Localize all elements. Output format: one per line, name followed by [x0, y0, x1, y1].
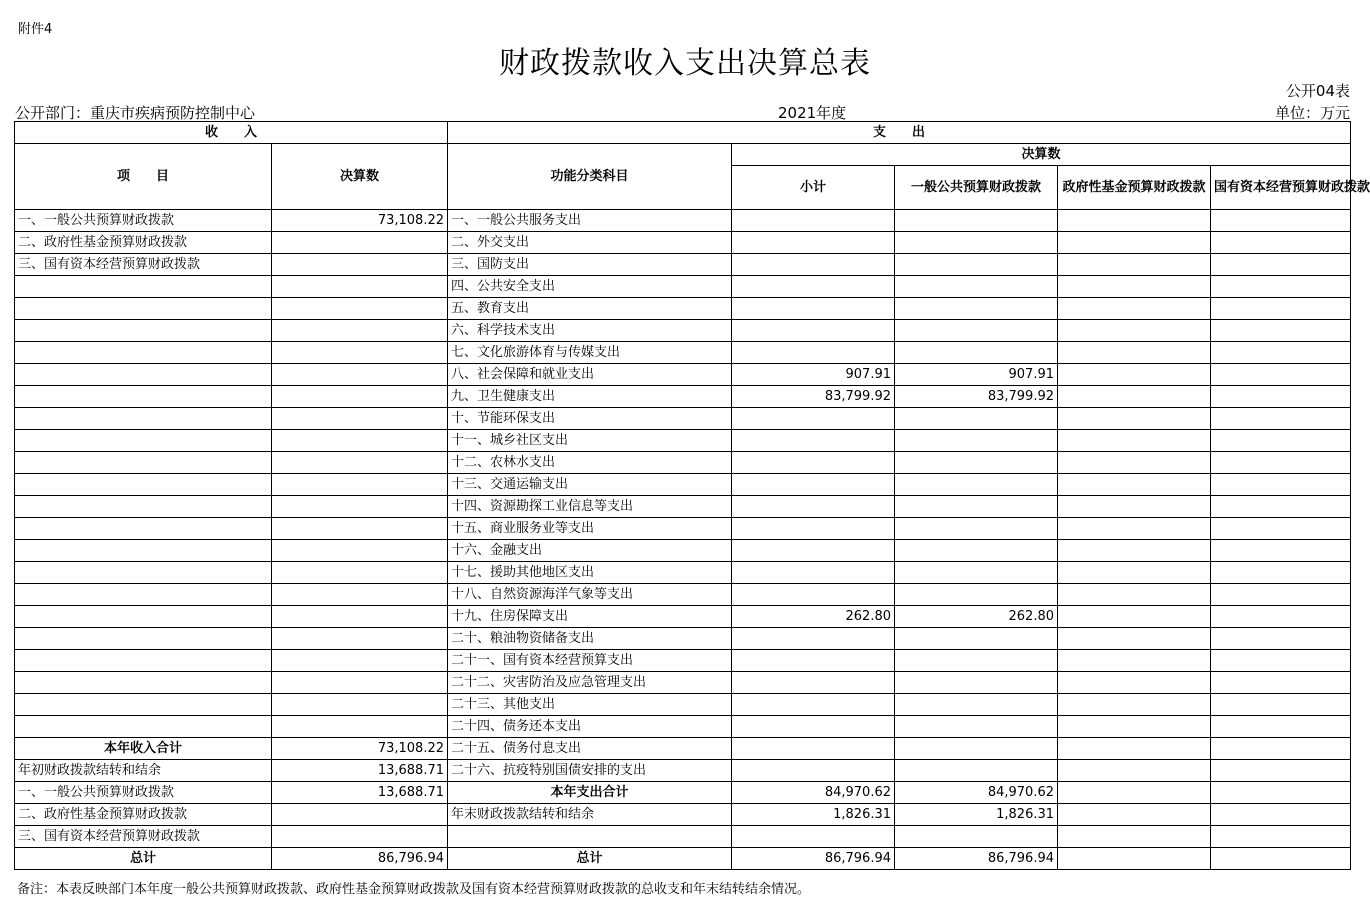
gov-fund-cell: [1058, 232, 1211, 254]
general-budget-header: 一般公共预算财政拨款: [895, 166, 1058, 210]
income-item-cell: [15, 540, 272, 562]
income-amount-cell: [272, 804, 448, 826]
income-item-cell: 一、一般公共预算财政拨款: [15, 210, 272, 232]
income-item-cell: [15, 584, 272, 606]
subtotal-cell: [732, 254, 895, 276]
expense-item-cell: 十四、资源勘探工业信息等支出: [448, 496, 732, 518]
subtotal-cell: [732, 826, 895, 848]
income-item-cell: [15, 298, 272, 320]
subtotal-cell: [732, 496, 895, 518]
income-header: 收 入: [15, 122, 448, 144]
income-amount-cell: [272, 496, 448, 518]
unit-label: 单位：万元: [1274, 104, 1350, 122]
general-budget-cell: [895, 474, 1058, 496]
expense-item-cell: 四、公共安全支出: [448, 276, 732, 298]
subtotal-cell: [732, 298, 895, 320]
general-budget-cell: [895, 276, 1058, 298]
income-amount-cell: [272, 628, 448, 650]
subtotal-cell: [732, 628, 895, 650]
subtotal-cell: [732, 320, 895, 342]
expense-item-cell: [448, 826, 732, 848]
attachment-label: 附件4: [18, 22, 53, 37]
table-row: [15, 496, 1351, 518]
category-header: 功能分类科目: [448, 144, 732, 210]
subtotal-cell: 907.91: [732, 364, 895, 386]
income-item-cell: [15, 276, 272, 298]
state-capital-cell: [1211, 276, 1351, 298]
state-capital-cell: [1211, 650, 1351, 672]
income-item-cell: [15, 474, 272, 496]
gov-fund-cell: [1058, 804, 1211, 826]
gov-fund-header: 政府性基金预算财政拨款: [1058, 166, 1211, 210]
table-row: [15, 518, 1351, 540]
expense-item-cell: 十五、商业服务业等支出: [448, 518, 732, 540]
general-budget-cell: [895, 540, 1058, 562]
state-capital-cell: [1211, 320, 1351, 342]
gov-fund-cell: [1058, 694, 1211, 716]
general-budget-cell: 86,796.94: [895, 848, 1058, 870]
state-capital-cell: [1211, 452, 1351, 474]
income-amount-cell: 73,108.22: [272, 210, 448, 232]
income-item-cell: 二、政府性基金预算财政拨款: [15, 232, 272, 254]
gov-fund-cell: [1058, 386, 1211, 408]
expense-item-cell: 十、节能环保支出: [448, 408, 732, 430]
page-title: 财政拨款收入支出决算总表: [499, 46, 871, 81]
general-budget-cell: [895, 826, 1058, 848]
state-capital-cell: [1211, 232, 1351, 254]
table-row: [15, 848, 1351, 870]
expense-header: 支 出: [448, 122, 1351, 144]
income-item-cell: [15, 430, 272, 452]
state-capital-cell: [1211, 562, 1351, 584]
gov-fund-cell: [1058, 848, 1211, 870]
table-row: [15, 210, 1351, 232]
expense-item-cell: 十三、交通运输支出: [448, 474, 732, 496]
general-budget-cell: [895, 738, 1058, 760]
subtotal-cell: [732, 276, 895, 298]
expense-item-cell: 年末财政拨款结转和结余: [448, 804, 732, 826]
income-amount-cell: [272, 562, 448, 584]
state-capital-cell: [1211, 298, 1351, 320]
gov-fund-cell: [1058, 342, 1211, 364]
gov-fund-cell: [1058, 408, 1211, 430]
table-row: [15, 342, 1351, 364]
general-budget-cell: [895, 518, 1058, 540]
income-item-cell: 三、国有资本经营预算财政拨款: [15, 254, 272, 276]
table-row: [15, 276, 1351, 298]
income-item-cell: [15, 694, 272, 716]
income-item-cell: [15, 716, 272, 738]
income-amount-cell: [272, 452, 448, 474]
income-amount-cell: [272, 342, 448, 364]
state-capital-cell: [1211, 782, 1351, 804]
income-amount-cell: [272, 540, 448, 562]
subtotal-cell: [732, 650, 895, 672]
table-row: [15, 540, 1351, 562]
gov-fund-cell: [1058, 606, 1211, 628]
income-amount-cell: [272, 518, 448, 540]
subtotal-cell: [732, 408, 895, 430]
gov-fund-cell: [1058, 562, 1211, 584]
general-budget-cell: [895, 694, 1058, 716]
gov-fund-cell: [1058, 364, 1211, 386]
state-capital-header: 国有资本经营预算财政拨款: [1211, 166, 1351, 210]
state-capital-cell: [1211, 342, 1351, 364]
table-row: [15, 826, 1351, 848]
expense-item-cell: 二、外交支出: [448, 232, 732, 254]
gov-fund-cell: [1058, 474, 1211, 496]
subtotal-cell: 1,826.31: [732, 804, 895, 826]
subtotal-cell: [732, 430, 895, 452]
table-row: [15, 430, 1351, 452]
expense-item-cell: 二十四、债务还本支出: [448, 716, 732, 738]
table-row: [15, 694, 1351, 716]
expense-item-cell: 本年支出合计: [448, 782, 732, 804]
income-amount-cell: [272, 826, 448, 848]
income-item-cell: [15, 452, 272, 474]
expense-item-cell: 二十一、国有资本经营预算支出: [448, 650, 732, 672]
gov-fund-cell: [1058, 540, 1211, 562]
general-budget-cell: 262.80: [895, 606, 1058, 628]
general-budget-cell: 83,799.92: [895, 386, 1058, 408]
income-amount-cell: [272, 232, 448, 254]
table-row: [15, 628, 1351, 650]
state-capital-cell: [1211, 694, 1351, 716]
table-row: [15, 254, 1351, 276]
income-amount-cell: [272, 320, 448, 342]
gov-fund-cell: [1058, 628, 1211, 650]
state-capital-cell: [1211, 386, 1351, 408]
table-row: [15, 320, 1351, 342]
general-budget-cell: 907.91: [895, 364, 1058, 386]
subtotal-cell: 83,799.92: [732, 386, 895, 408]
expense-item-cell: 二十三、其他支出: [448, 694, 732, 716]
gov-fund-cell: [1058, 760, 1211, 782]
income-item-cell: [15, 386, 272, 408]
general-budget-cell: 84,970.62: [895, 782, 1058, 804]
general-budget-cell: [895, 408, 1058, 430]
income-item-cell: 年初财政拨款结转和结余: [15, 760, 272, 782]
final-group-header: 决算数: [732, 144, 1351, 166]
income-item-cell: 总计: [15, 848, 272, 870]
table-row: [15, 606, 1351, 628]
state-capital-cell: [1211, 496, 1351, 518]
budget-table: [14, 121, 1370, 870]
table-row: [15, 738, 1351, 760]
table-row: [15, 782, 1351, 804]
general-budget-cell: [895, 716, 1058, 738]
general-budget-cell: [895, 430, 1058, 452]
subtotal-cell: [732, 342, 895, 364]
table-row: [15, 716, 1351, 738]
table-row: [15, 760, 1351, 782]
general-budget-cell: [895, 254, 1058, 276]
subtotal-cell: [732, 474, 895, 496]
income-item-cell: [15, 364, 272, 386]
item-header: 项 目: [15, 144, 272, 210]
gov-fund-cell: [1058, 320, 1211, 342]
subtotal-cell: [732, 760, 895, 782]
expense-item-cell: 二十二、灾害防治及应急管理支出: [448, 672, 732, 694]
subtotal-cell: 84,970.62: [732, 782, 895, 804]
gov-fund-cell: [1058, 210, 1211, 232]
expense-item-cell: 九、卫生健康支出: [448, 386, 732, 408]
income-item-cell: [15, 650, 272, 672]
general-budget-cell: [895, 452, 1058, 474]
state-capital-cell: [1211, 826, 1351, 848]
expense-item-cell: 十一、城乡社区支出: [448, 430, 732, 452]
subtotal-cell: [732, 232, 895, 254]
income-amount-cell: [272, 650, 448, 672]
state-capital-cell: [1211, 760, 1351, 782]
state-capital-cell: [1211, 804, 1351, 826]
income-amount-cell: [272, 276, 448, 298]
gov-fund-cell: [1058, 584, 1211, 606]
income-item-cell: [15, 628, 272, 650]
income-amount-cell: [272, 672, 448, 694]
table-row: [15, 474, 1351, 496]
income-amount-cell: [272, 716, 448, 738]
state-capital-cell: [1211, 540, 1351, 562]
gov-fund-cell: [1058, 496, 1211, 518]
income-item-cell: [15, 496, 272, 518]
subtotal-cell: 86,796.94: [732, 848, 895, 870]
income-amount-cell: [272, 298, 448, 320]
state-capital-cell: [1211, 518, 1351, 540]
table-row: [15, 232, 1351, 254]
general-budget-cell: [895, 320, 1058, 342]
state-capital-cell: [1211, 628, 1351, 650]
income-item-cell: [15, 342, 272, 364]
state-capital-cell: [1211, 474, 1351, 496]
income-amount-cell: [272, 694, 448, 716]
general-budget-cell: [895, 562, 1058, 584]
subtotal-cell: [732, 716, 895, 738]
table-row: [15, 386, 1351, 408]
income-item-cell: 一、一般公共预算财政拨款: [15, 782, 272, 804]
income-item-cell: [15, 606, 272, 628]
subtotal-cell: [732, 738, 895, 760]
gov-fund-cell: [1058, 738, 1211, 760]
state-capital-cell: [1211, 430, 1351, 452]
state-capital-cell: [1211, 210, 1351, 232]
subtotal-cell: [732, 562, 895, 584]
gov-fund-cell: [1058, 650, 1211, 672]
expense-item-cell: 二十五、债务付息支出: [448, 738, 732, 760]
subtotal-cell: [732, 540, 895, 562]
gov-fund-cell: [1058, 254, 1211, 276]
general-budget-cell: [895, 298, 1058, 320]
expense-item-cell: 五、教育支出: [448, 298, 732, 320]
fiscal-year: 2021年度: [778, 104, 847, 122]
subtotal-cell: [732, 672, 895, 694]
subtotal-cell: [732, 210, 895, 232]
gov-fund-cell: [1058, 782, 1211, 804]
expense-item-cell: 六、科学技术支出: [448, 320, 732, 342]
general-budget-cell: [895, 650, 1058, 672]
expense-item-cell: 十八、自然资源海洋气象等支出: [448, 584, 732, 606]
table-row: [15, 804, 1351, 826]
subtotal-cell: [732, 518, 895, 540]
general-budget-cell: [895, 672, 1058, 694]
expense-item-cell: 二十、粮油物资储备支出: [448, 628, 732, 650]
income-item-cell: [15, 672, 272, 694]
expense-item-cell: 十六、金融支出: [448, 540, 732, 562]
gov-fund-cell: [1058, 276, 1211, 298]
subtotal-cell: [732, 452, 895, 474]
gov-fund-cell: [1058, 716, 1211, 738]
income-item-cell: [15, 518, 272, 540]
income-amount-cell: 86,796.94: [272, 848, 448, 870]
income-amount-cell: [272, 364, 448, 386]
gov-fund-cell: [1058, 430, 1211, 452]
state-capital-cell: [1211, 364, 1351, 386]
expense-item-cell: 总计: [448, 848, 732, 870]
income-amount-cell: 13,688.71: [272, 782, 448, 804]
general-budget-cell: [895, 496, 1058, 518]
income-amount-cell: 73,108.22: [272, 738, 448, 760]
state-capital-cell: [1211, 606, 1351, 628]
income-amount-cell: [272, 408, 448, 430]
state-capital-cell: [1211, 584, 1351, 606]
income-item-cell: [15, 408, 272, 430]
gov-fund-cell: [1058, 672, 1211, 694]
gov-fund-cell: [1058, 298, 1211, 320]
income-amount-cell: [272, 254, 448, 276]
table-row: [15, 650, 1351, 672]
state-capital-cell: [1211, 738, 1351, 760]
state-capital-cell: [1211, 672, 1351, 694]
footnote: 备注：本表反映部门本年度一般公共预算财政拨款、政府性基金预算财政拨款及国有资本经营预算财政拨款的总收支和年末结转结余情况。: [17, 882, 811, 897]
income-amount-cell: [272, 474, 448, 496]
form-number: 公开04表: [1285, 82, 1350, 100]
expense-item-cell: 三、国防支出: [448, 254, 732, 276]
final-amount-header: 决算数: [272, 144, 448, 210]
subtotal-cell: 262.80: [732, 606, 895, 628]
table-row: [15, 364, 1351, 386]
state-capital-cell: [1211, 408, 1351, 430]
subtotal-cell: [732, 694, 895, 716]
income-item-cell: 二、政府性基金预算财政拨款: [15, 804, 272, 826]
table-row: [15, 298, 1351, 320]
general-budget-cell: [895, 584, 1058, 606]
income-item-cell: 本年收入合计: [15, 738, 272, 760]
table-row: [15, 562, 1351, 584]
income-amount-cell: [272, 386, 448, 408]
income-item-cell: [15, 562, 272, 584]
expense-item-cell: 十七、援助其他地区支出: [448, 562, 732, 584]
expense-item-cell: 二十六、抗疫特别国债安排的支出: [448, 760, 732, 782]
general-budget-cell: [895, 210, 1058, 232]
income-item-cell: 三、国有资本经营预算财政拨款: [15, 826, 272, 848]
general-budget-cell: [895, 628, 1058, 650]
gov-fund-cell: [1058, 826, 1211, 848]
expense-item-cell: 七、文化旅游体育与传媒支出: [448, 342, 732, 364]
expense-item-cell: 一、一般公共服务支出: [448, 210, 732, 232]
general-budget-cell: [895, 232, 1058, 254]
table-row: [15, 452, 1351, 474]
department-label: 公开部门：重庆市疾病预防控制中心: [15, 104, 256, 122]
gov-fund-cell: [1058, 452, 1211, 474]
expense-item-cell: 八、社会保障和就业支出: [448, 364, 732, 386]
state-capital-cell: [1211, 254, 1351, 276]
general-budget-cell: [895, 760, 1058, 782]
gov-fund-cell: [1058, 518, 1211, 540]
income-amount-cell: [272, 584, 448, 606]
table-row: [15, 408, 1351, 430]
expense-item-cell: 十二、农林水支出: [448, 452, 732, 474]
state-capital-cell: [1211, 848, 1351, 870]
state-capital-cell: [1211, 716, 1351, 738]
subtotal-cell: [732, 584, 895, 606]
subtotal-header: 小计: [732, 166, 895, 210]
table-row: [15, 672, 1351, 694]
income-item-cell: [15, 320, 272, 342]
general-budget-cell: [895, 342, 1058, 364]
expense-item-cell: 十九、住房保障支出: [448, 606, 732, 628]
general-budget-cell: 1,826.31: [895, 804, 1058, 826]
income-amount-cell: [272, 430, 448, 452]
income-amount-cell: [272, 606, 448, 628]
table-row: [15, 584, 1351, 606]
income-amount-cell: 13,688.71: [272, 760, 448, 782]
